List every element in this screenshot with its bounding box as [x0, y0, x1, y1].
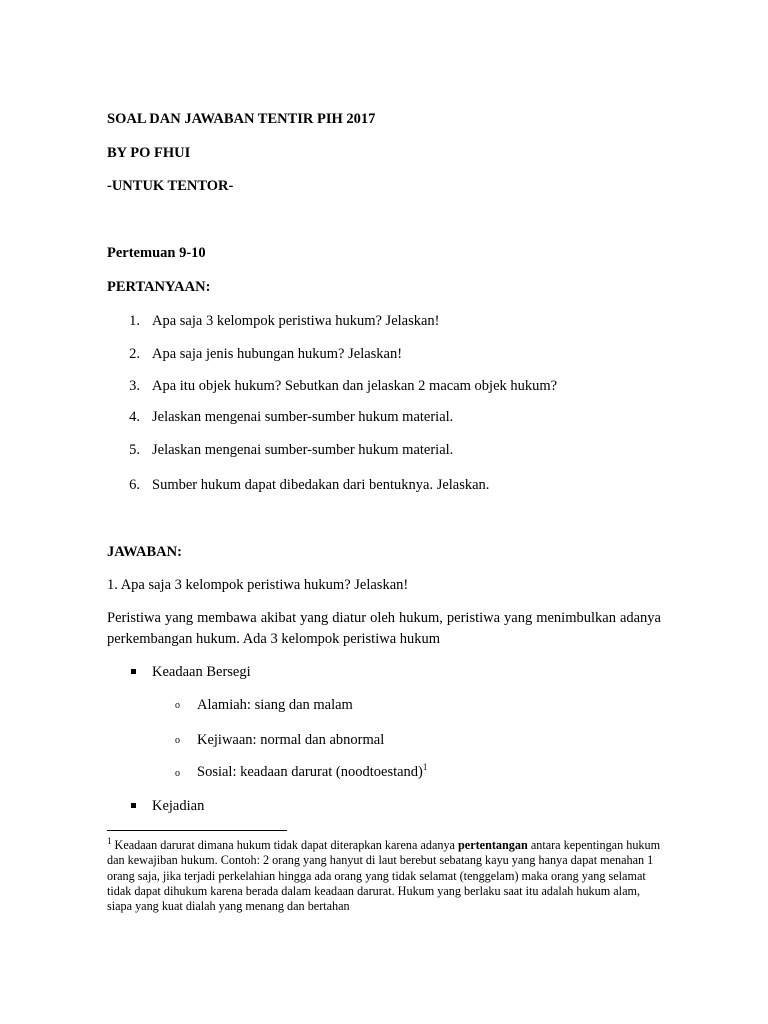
list-item-number: 4. [129, 409, 140, 425]
document-author: BY PO FHUI [107, 145, 191, 161]
list-item-number: 3. [129, 378, 140, 394]
answer-paragraph: Peristiwa yang membawa akibat yang diatur oleh hukum, peristiwa yang menimbulkan adanya perkembangan hukum. Ada 3 kelompok peristiwa hukum [107, 610, 661, 647]
document-audience: -UNTUK TENTOR- [107, 178, 234, 194]
circle-bullet-icon: o [175, 768, 180, 779]
footnote-marker: 1 [107, 835, 112, 846]
footnote [107, 835, 663, 914]
circle-bullet-icon: o [175, 700, 180, 711]
list-item-number: 1. [129, 313, 140, 329]
list-item-text: Jelaskan mengenai sumber-sumber hukum material. [152, 409, 454, 425]
document-title: SOAL DAN JAWABAN TENTIR PIH 2017 [107, 111, 376, 127]
sub-bullet-text: Sosial: keadaan darurat (noodtoestand) [197, 764, 423, 780]
list-item-text: Sumber hukum dapat dibedakan dari bentuknya. Jelaskan. [152, 477, 490, 493]
questions-heading: PERTANYAAN: [107, 279, 211, 295]
bullet-item: Keadaan Bersegi [152, 664, 251, 680]
answer-question: 1. Apa saja 3 kelompok peristiwa hukum? Jelaskan! [107, 577, 409, 593]
footnote-text-before: Keadaan darurat dimana hukum tidak dapat diterapkan karena adanya [111, 838, 459, 852]
square-bullet-icon [131, 803, 136, 808]
sub-bullet-item-with-footnote [197, 763, 427, 781]
answers-heading: JAWABAN: [107, 544, 182, 560]
footnote-reference[interactable]: 1 [422, 762, 428, 773]
list-item-number: 5. [129, 442, 140, 458]
circle-bullet-icon: o [175, 735, 180, 746]
footnote-separator [107, 830, 287, 831]
list-item-text: Apa saja jenis hubungan hukum? Jelaskan! [152, 346, 403, 362]
list-item-text: Apa saja 3 kelompok peristiwa hukum? Jelaskan! [152, 313, 440, 329]
square-bullet-icon [131, 669, 136, 674]
footnote-text-after: antara kepentingan hukum dan kewajiban hukum. Contoh: 2 orang yang hanyut di laut berebut sebatang kayu yang hanya dapat menahan 1 orang saja, jika terjadi perkelahian hingga ada orang yang tidak selamat (tenggelam) maka orang yang selamat tidak dapat dihukum karena berada dalam keadaan darurat. Hukum yang berlaku saat itu adalah hukum alam, siapa yang kuat dialah yang menang dan bertahan [107, 838, 661, 914]
meeting-heading: Pertemuan 9-10 [107, 245, 206, 261]
sub-bullet-item: Alamiah: siang dan malam [197, 697, 353, 713]
footnote-text-bold: pertentangan [458, 838, 528, 852]
list-item-text: Jelaskan mengenai sumber-sumber hukum material. [152, 442, 454, 458]
list-item-number: 6. [129, 477, 140, 493]
list-item-text: Apa itu objek hukum? Sebutkan dan jelaskan 2 macam objek hukum? [152, 378, 558, 394]
sub-bullet-item: Kejiwaan: normal dan abnormal [197, 732, 385, 748]
list-item-number: 2. [129, 346, 140, 362]
bullet-item: Kejadian [152, 798, 205, 814]
